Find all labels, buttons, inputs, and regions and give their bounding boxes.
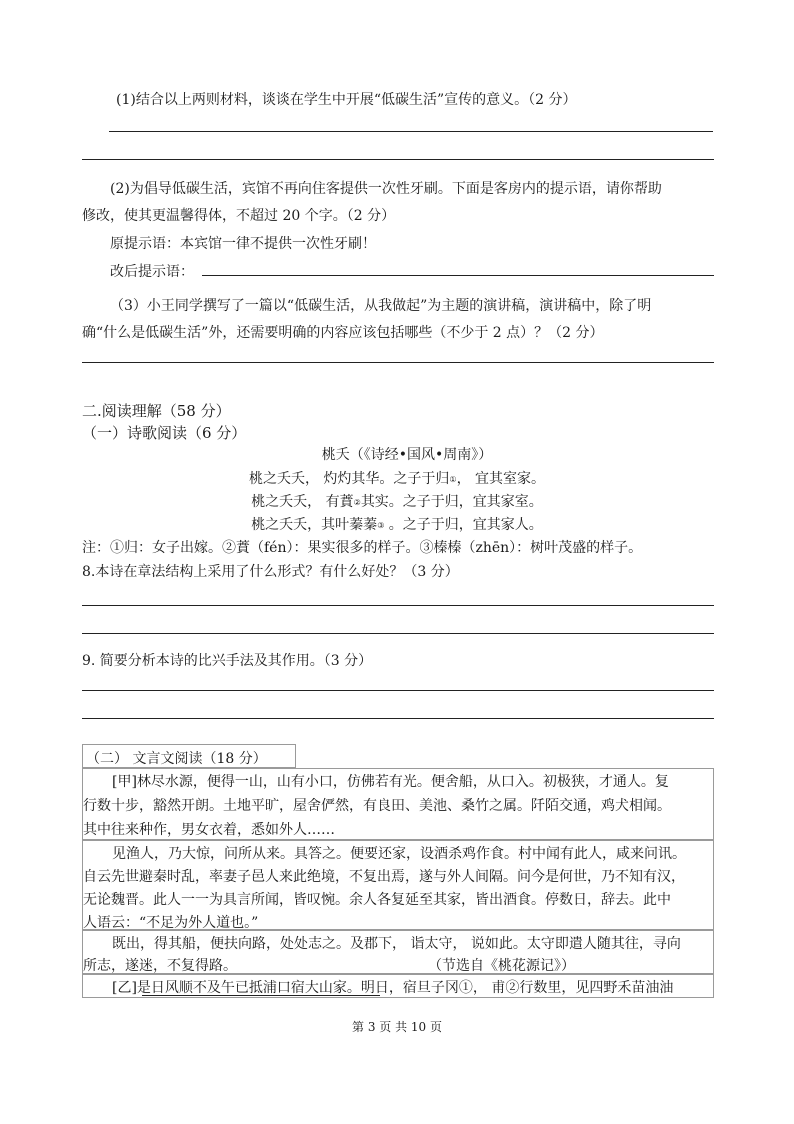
answer-line-q8-1[interactable] (82, 605, 714, 606)
answer-line-q1-2[interactable] (82, 159, 714, 160)
answer-line-q8-2[interactable] (82, 633, 714, 634)
question-2-line1: (2)为倡导低碳生活，宾馆不再向住客提供一次性牙刷。下面是客房内的提示语，请你帮助 (110, 181, 662, 197)
page-footer: 第 3 页 共 10 页 (352, 1020, 442, 1034)
text-line: 人语云：“不足为外人道也。” (83, 915, 259, 931)
answer-line-q2[interactable] (202, 275, 714, 276)
text-line: 其中往来种作，男女衣着，悉如外人…… (83, 822, 335, 838)
poem-line-3: 桃之夭夭，其叶蓁蓁③ 。之子于归，宜其家人。 (251, 517, 543, 533)
text-line: [甲]林尽水源，便得一山，山有小口，仿佛若有光。便舍船，从口入。初极狭，才通人。复 (112, 774, 669, 790)
text-line: 行数十步，豁然开朗。土地平旷，屋舍俨然，有良田、美池、桑竹之属。阡陌交通，鸡犬相闻。 (83, 798, 671, 814)
text-line: 所志，遂迷，不复得路。 (83, 958, 237, 974)
original-notice: 原提示语：本宾馆一律不提供一次性牙刷！ (110, 236, 376, 252)
answer-line-q9-2[interactable] (82, 718, 714, 719)
question-3-line1: （3）小王同学撰写了一篇以“低碳生活，从我做起”为主题的演讲稿，演讲稿中，除了明 (110, 298, 652, 314)
classical-heading: （二） 文言文阅读（18 分） (86, 751, 267, 767)
poem-line-2: 桃之夭夭， 有蕡②其实。之子于归，宜其家室。 (251, 494, 543, 510)
text-line: [乙]是日风顺不及午已抵浦口宿大山家。明日，宿旦子冈①， 甫②行数里，见四野禾苗油油 (112, 980, 674, 996)
answer-line-q1[interactable] (109, 131, 713, 132)
answer-line-q9-1[interactable] (82, 690, 714, 691)
question-8: 8.本诗在章法结构上采用了什么形式？有什么好处？（3 分） (82, 564, 459, 580)
poem-line-1: 桃之夭夭， 灼灼其华。之子于归①， 宜其室家。 (248, 471, 546, 487)
text-line: 见渔人，乃大惊，问所从来。具答之。便要还家，设酒杀鸡作食。村中闻有此人，咸来问讯。 (112, 846, 686, 862)
text-line: 既出，得其船，便扶向路，处处志之。及郡下， 诣太守， 说如此。太守即遣人随其往，寻向 (112, 936, 681, 952)
section-title: 二.阅读理解（58 分） (82, 402, 231, 420)
poem-notes: 注：①归：女子出嫁。②蕡（fén）：果实很多的样子。③榛榛（zhēn）：树叶茂盛的样子。 (82, 540, 643, 556)
source-note: （节选自《桃花源记》） (428, 958, 575, 974)
question-3-line2: 确“什么是低碳生活”外，还需要明确的内容应该包括哪些（不少于 2 点）？（2 分） (82, 325, 604, 341)
question-1: (1)结合以上两则材料，谈谈在学生中开展“低碳生活”宣传的意义。（2 分） (116, 92, 577, 108)
question-9: 9. 简要分析本诗的比兴手法及其作用。（3 分） (82, 653, 373, 669)
text-line: 无论魏晋。此人一一为具言所闻，皆叹惋。余人各复延至其家，皆出酒食。停数日，辞去。此中 (83, 892, 671, 908)
poem-title: 桃夭（《诗经•国风•周南》） (321, 447, 493, 463)
question-2-line2: 修改，使其更温馨得体，不超过 20 个字。（2 分） (82, 208, 396, 224)
text-line: 自云先世避秦时乱，率妻子邑人来此绝境，不复出焉，遂与外人间隔。问今是何世，乃不知有汉， (83, 869, 685, 885)
subsection-poetry: （一）诗歌阅读（6 分） (82, 424, 247, 442)
underline-mark (142, 995, 380, 996)
revised-notice-label: 改后提示语： (110, 264, 194, 280)
answer-line-q3[interactable] (82, 362, 714, 363)
